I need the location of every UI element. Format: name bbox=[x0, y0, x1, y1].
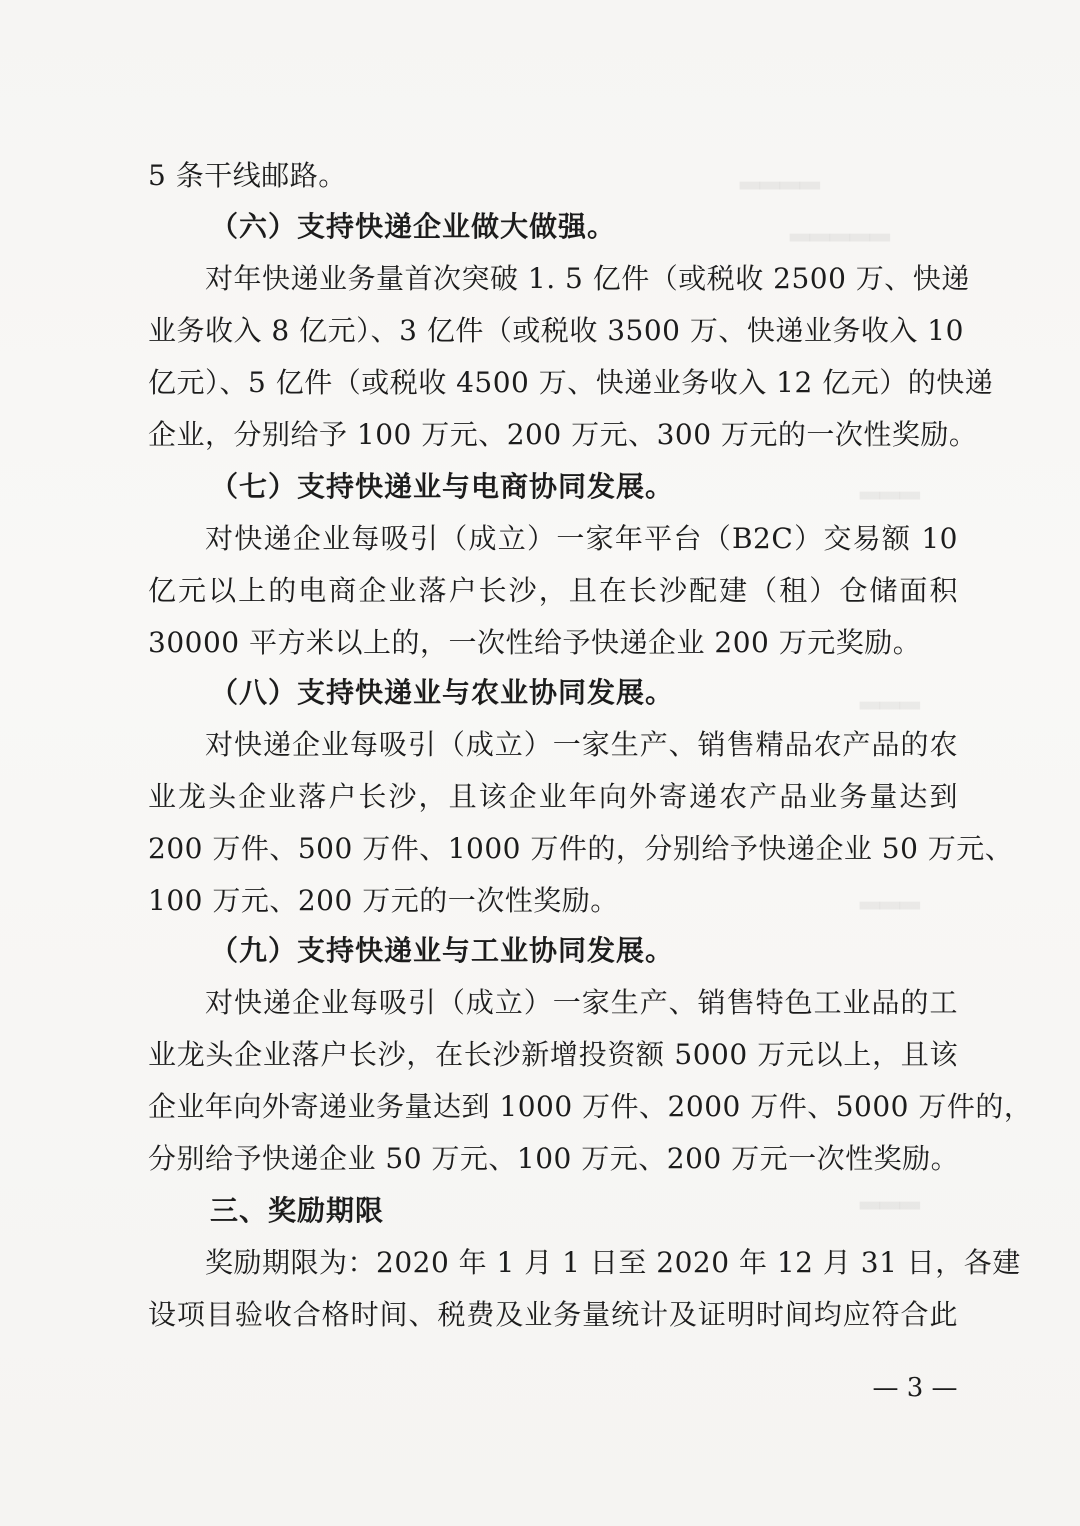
body-line: 企业年向外寄递业务量达到 1000 万件、2000 万件、5000 万件的， bbox=[148, 1090, 1033, 1123]
body-line: 企业，分别给予 100 万元、200 万元、300 万元的一次性奖励。 bbox=[148, 418, 978, 451]
body-line: 对快递企业每吸引（成立）一家年平台（B2C）交易额 10 bbox=[205, 522, 958, 555]
bleed-through: ▂▂▂ bbox=[860, 470, 920, 500]
bleed-through: ▂▂▂ bbox=[860, 1180, 920, 1210]
body-line: 5 条干线邮路。 bbox=[148, 159, 347, 192]
section-heading-9: （九）支持快递业与工业协同发展。 bbox=[210, 934, 675, 967]
body-line: 亿元以上的电商企业落户长沙，且在长沙配建（租）仓储面积 bbox=[148, 574, 958, 607]
body-line: 30000 平方米以上的，一次性给予快递企业 200 万元奖励。 bbox=[148, 626, 922, 659]
bleed-through: ▂▂▂ bbox=[860, 880, 920, 910]
page-number: — 3 — bbox=[872, 1373, 958, 1403]
body-line: 200 万件、500 万件、1000 万件的，分别给予快递企业 50 万元、 bbox=[148, 832, 1014, 865]
body-line: 对快递企业每吸引（成立）一家生产、销售特色工业品的工 bbox=[205, 986, 958, 1019]
body-line: 对年快递业务量首次突破 1. 5 亿件（或税收 2500 万、快递 bbox=[205, 262, 970, 295]
section-heading-6: （六）支持快递企业做大做强。 bbox=[210, 210, 617, 243]
body-line: 100 万元、200 万元的一次性奖励。 bbox=[148, 884, 619, 917]
bleed-through: ▂▂▂▂ bbox=[740, 160, 820, 190]
body-line: 亿元）、5 亿件（或税收 4500 万、快递业务收入 12 亿元）的快递 bbox=[148, 366, 994, 399]
section-heading-7: （七）支持快递业与电商协同发展。 bbox=[210, 470, 675, 503]
chapter-heading-3: 三、奖励期限 bbox=[210, 1194, 385, 1227]
body-line: 分别给予快递企业 50 万元、100 万元、200 万元一次性奖励。 bbox=[148, 1142, 960, 1175]
body-line: 设项目验收合格时间、税费及业务量统计及证明时间均应符合此 bbox=[148, 1298, 958, 1331]
bleed-through: ▂▂▂ bbox=[860, 680, 920, 710]
body-line: 业务收入 8 亿元）、3 亿件（或税收 3500 万、快递业务收入 10 bbox=[148, 314, 964, 347]
section-heading-8: （八）支持快递业与农业协同发展。 bbox=[210, 676, 675, 709]
body-line: 奖励期限为：2020 年 1 月 1 日至 2020 年 12 月 31 日，各建 bbox=[205, 1246, 1021, 1279]
bleed-through: ▂▂▂▂▂ bbox=[790, 212, 890, 242]
body-line: 业龙头企业落户长沙，在长沙新增投资额 5000 万元以上，且该 bbox=[148, 1038, 958, 1071]
body-line: 业龙头企业落户长沙，且该企业年向外寄递农产品业务量达到 bbox=[148, 780, 958, 813]
body-line: 对快递企业每吸引（成立）一家生产、销售精品农产品的农 bbox=[205, 728, 958, 761]
